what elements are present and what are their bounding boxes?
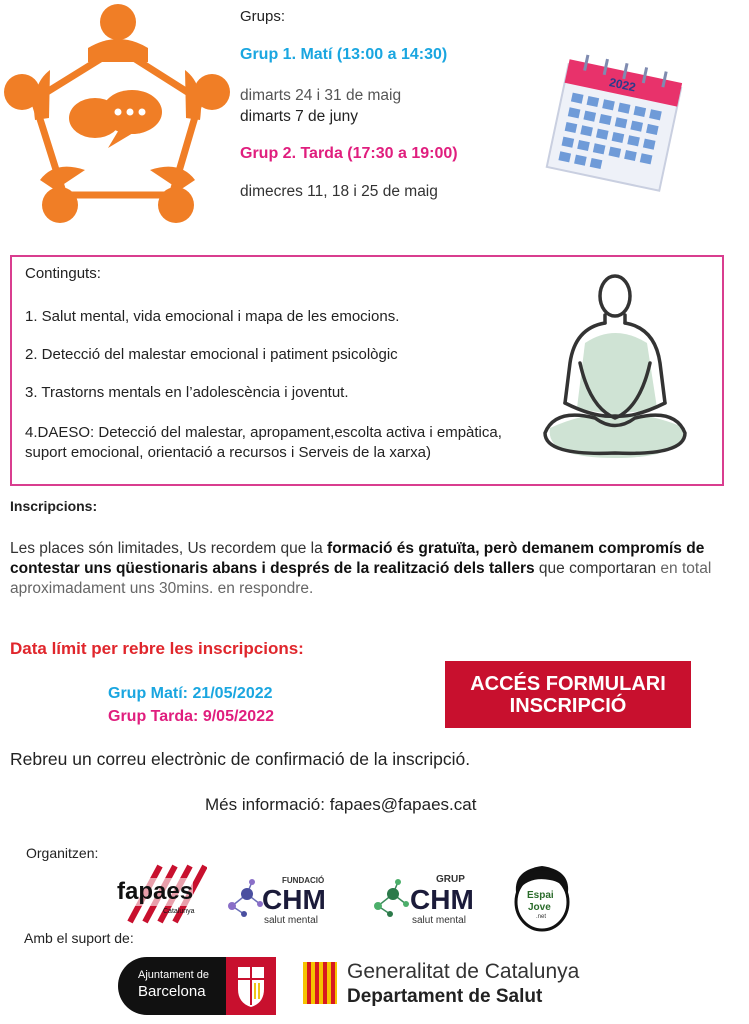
calendar-year: 2022 [607,75,637,95]
contents-item-3: 3. Trastorns mentals en l’adolescència i joventut. [25,384,349,401]
group1-title: Grup 1. Matí (13:00 a 14:30) [240,46,448,63]
inscriptions-text-bold: formació és gratuïta, però demanem compromís de contestar uns qüestionaris abans i després de la realització dels tallers [10,540,705,577]
group2-title: Grup 2. Tarda (17:30 a 19:00) [240,145,458,162]
group1-dates [240,85,401,127]
registration-button-line2: INSCRIPCIÓ [509,694,627,717]
groups-heading: Grups: [240,8,286,25]
inscriptions-text-part1: Les places són limitades, Us recordem que la [10,540,328,557]
fundacio-chm-wordmark: CHM [262,884,326,915]
jove-word: Jove [528,902,551,913]
grup-chm-wordmark: CHM [410,884,474,915]
contents-heading: Continguts: [25,265,101,282]
registration-form-button[interactable] [445,661,691,728]
fundacio-chm-logo [222,870,332,930]
ajuntament-barcelona-logo [118,957,276,1015]
support-heading: Amb el suport de: [24,930,134,946]
group1-date-1: dimarts 24 i 31 de maig [240,87,402,104]
grup-chm-network-icon [368,876,414,922]
more-info-contact[interactable]: Més informació: fapaes@fapaes.cat [205,795,477,814]
fundacio-salut-mental: salut mental [264,915,318,926]
grup-label: GRUP [436,874,465,885]
deadline-heading: Data límit per rebre les inscripcions: [10,639,304,658]
inscriptions-text [10,539,740,599]
generalitat-line1: Generalitat de Catalunya [347,960,580,983]
group-meeting-icon [0,0,235,225]
inscriptions-text-part2: que comportaran [534,560,661,577]
group1-date-2: dimarts 7 de juny [240,108,359,125]
generalitat-senyera-icon [303,962,337,1004]
fapaes-sub: Catalunya [163,908,195,915]
generalitat-line2: Departament de Salut [347,986,543,1007]
contents-item-4: 4.DAESO: Detecció del malestar, apropament,escolta activa i empàtica, suport emocional, orientació a recursos i Serveis de la xarxa) [25,424,502,461]
contents-item-1: 1. Salut mental, vida emocional i mapa de les emocions. [25,308,400,325]
fapaes-logo [115,862,207,926]
registration-button-line1: ACCÉS FORMULARI [470,672,666,695]
deadline-morning: Grup Matí: 21/05/2022 [108,685,273,702]
ajuntament-line1: Ajuntament de [138,969,209,981]
fapaes-wordmark: fapaes [117,878,194,905]
meditation-icon [535,268,695,468]
grup-chm-logo [368,870,483,930]
barcelona-coat-of-arms-icon [226,957,276,1015]
deadline-afternoon: Grup Tarda: 9/05/2022 [108,708,274,725]
inscriptions-heading: Inscripcions: [10,498,98,514]
confirmation-note: Rebreu un correu electrònic de confirmació de la inscripció. [10,749,471,769]
espai-word: Espai [527,890,554,901]
contents-item-2: 2. Detecció del malestar emocional i patiment psicològic [25,346,398,363]
grup-salut-mental: salut mental [412,915,466,926]
ajuntament-line2: Barcelona [138,983,206,1000]
espai-jove-logo [510,862,574,932]
net-word: .net [536,914,547,920]
group2-date-1: dimecres 11, 18 i 25 de maig [240,183,438,200]
organizers-heading: Organitzen: [26,845,99,861]
inscriptions-text-part3: en total aproximadament uns 30mins. en respondre. [10,560,712,597]
fundacio-label: FUNDACIÓ [282,876,325,885]
calendar-icon [540,40,690,200]
generalitat-logo [303,960,588,1015]
